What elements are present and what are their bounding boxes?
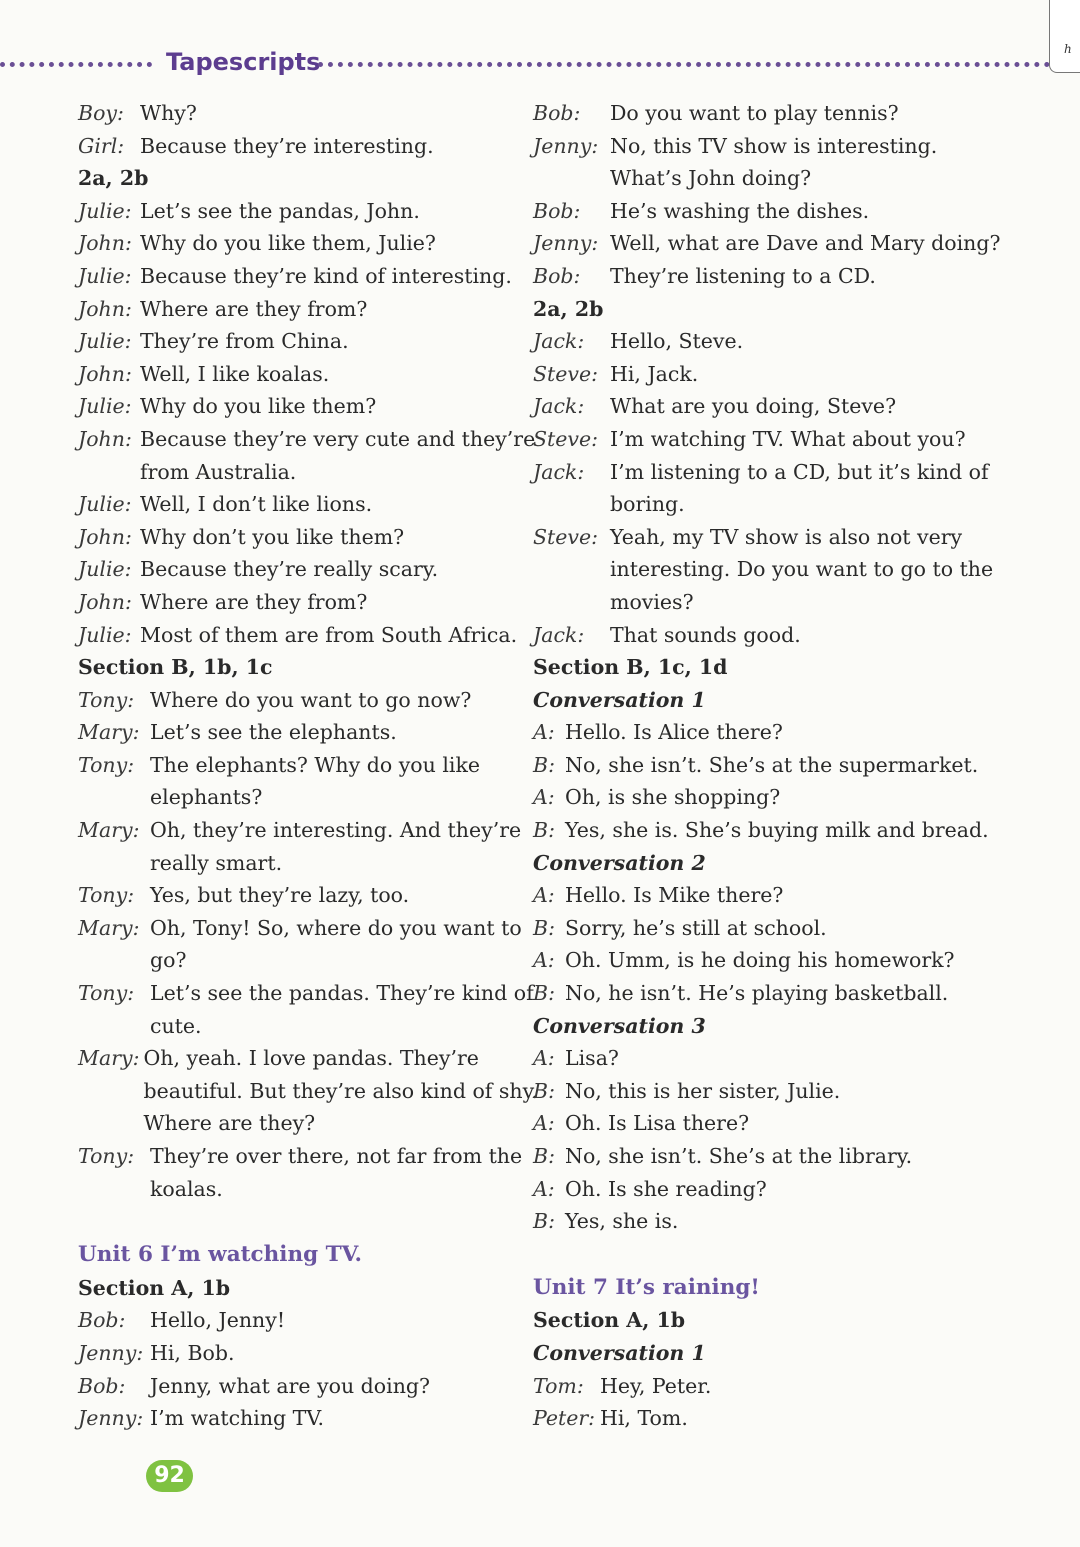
dialogue-text-line: They’re listening to a CD. — [610, 263, 876, 288]
speaker-label: Jenny: — [78, 1340, 144, 1365]
dialogue-text — [150, 977, 538, 1042]
dialogue-text — [140, 358, 538, 391]
dialogue-text-line: Where are they from? — [140, 589, 368, 614]
dialogue-text — [565, 912, 1053, 945]
dialogue-text-line: really smart. — [150, 850, 283, 875]
dialogue-text-line: That sounds good. — [610, 622, 801, 647]
dialogue-text — [610, 325, 1053, 358]
dialogue-text-line: Yes, she is. — [565, 1209, 679, 1234]
dialogue-line — [78, 1042, 538, 1140]
speaker-label: Jack: — [533, 622, 585, 647]
dialogue-text — [610, 521, 1053, 619]
page-number-badge: 92 — [146, 1460, 193, 1492]
dialogue-text-line: movies? — [610, 589, 694, 614]
dialogue-line — [78, 586, 538, 619]
speaker-label: Julie: — [78, 198, 132, 223]
speaker-label: John: — [78, 524, 132, 549]
dialogue-text-line: Oh. Is she reading? — [565, 1176, 767, 1201]
dialogue-line — [78, 1140, 538, 1205]
dialogue-line — [533, 521, 1053, 619]
dialogue-text — [610, 423, 1053, 456]
dialogue-line — [78, 390, 538, 423]
dialogue-line — [78, 1304, 538, 1337]
dialogue-text — [150, 1402, 538, 1435]
dialogue-text-line: Hi, Jack. — [610, 361, 699, 386]
dialogue-text-line: What are you doing, Steve? — [610, 394, 897, 419]
dialogue-line — [78, 814, 538, 879]
dialogue-text — [140, 97, 538, 130]
conversation-heading: Conversation 1 — [533, 1340, 706, 1365]
dialogue-block — [78, 684, 538, 1206]
speaker-label: B: — [533, 1209, 555, 1234]
dialogue-text-line: elephants? — [150, 785, 263, 810]
dialogue-text-line: interesting. Do you want to go to the — [610, 557, 994, 582]
dialogue-text — [140, 260, 538, 293]
dialogue-text — [610, 130, 1053, 195]
dialogue-text-line: Because they’re interesting. — [140, 133, 434, 158]
dialogue-text — [140, 488, 538, 521]
dialogue-line — [533, 1402, 1053, 1435]
dialogue-line — [78, 521, 538, 554]
dialogue-text — [140, 390, 538, 423]
dialogue-line — [533, 1370, 1053, 1403]
dialogue-text — [150, 1140, 538, 1205]
dialogue-text — [140, 553, 538, 586]
dialogue-text — [610, 390, 1053, 423]
dialogue-text — [150, 749, 538, 814]
dialogue-text-line: No, she isn’t. She’s at the library. — [565, 1144, 913, 1168]
dialogue-text-line: boring. — [610, 492, 685, 517]
dialogue-line — [533, 879, 1053, 912]
dialogue-block — [533, 97, 1053, 293]
speaker-label: Jenny: — [533, 133, 599, 158]
dialogue-text — [150, 912, 538, 977]
speaker-label: B: — [533, 818, 555, 843]
dialogue-text-line: Let’s see the elephants. — [150, 720, 397, 745]
dialogue-text-line: Oh, is she shopping? — [565, 785, 781, 810]
dialogue-block — [533, 716, 1053, 846]
dialogue-text-line: What’s John doing? — [610, 166, 812, 191]
dialogue-text-line: Why? — [140, 101, 197, 125]
dialogue-text — [140, 130, 538, 163]
dialogue-text-line: Oh, they’re interesting. And they’re — [150, 818, 522, 843]
dialogue-line — [533, 977, 1053, 1010]
speaker-label: John: — [78, 589, 132, 614]
right-column — [533, 97, 1053, 1435]
dialogue-text-line: Lisa? — [565, 1046, 619, 1071]
dialogue-text-line: Most of them are from South Africa. — [140, 622, 518, 647]
dialogue-text — [140, 227, 538, 260]
speaker-label: A: — [533, 1111, 555, 1136]
speaker-label: Julie: — [78, 492, 132, 517]
conversation-heading: Conversation 2 — [533, 850, 706, 875]
left-column — [78, 97, 538, 1435]
dialogue-text-line: I’m watching TV. — [150, 1406, 325, 1431]
dialogue-text — [565, 1140, 1053, 1173]
dialogue-block — [78, 1304, 538, 1434]
speaker-label: A: — [533, 948, 555, 973]
section-heading: Section B, 1c, 1d — [533, 655, 728, 680]
dialogue-line — [533, 130, 1053, 195]
dialogue-text — [600, 1402, 1053, 1435]
dialogue-text — [565, 1205, 1053, 1238]
speaker-label: Julie: — [78, 329, 132, 354]
speaker-label: Julie: — [78, 622, 132, 647]
speaker-label: Tony: — [78, 981, 135, 1006]
section-heading: 2a, 2b — [78, 166, 149, 191]
dialogue-line — [78, 325, 538, 358]
header-dots-left — [0, 62, 152, 67]
dialogue-text-line: Jenny, what are you doing? — [150, 1373, 431, 1398]
dialogue-text-line: Where are they? — [143, 1111, 316, 1136]
conversation-heading: Conversation 1 — [533, 687, 706, 712]
speaker-label: Julie: — [78, 263, 132, 288]
speaker-label: Julie: — [78, 394, 132, 419]
dialogue-line — [533, 456, 1053, 521]
dialogue-text-line: go? — [150, 948, 187, 973]
dialogue-text — [565, 1173, 1053, 1206]
speaker-label: Steve: — [533, 426, 599, 451]
dialogue-text-line: Hi, Bob. — [150, 1340, 235, 1365]
speaker-label: Tony: — [78, 1144, 135, 1168]
dialogue-text-line: Well, I like koalas. — [140, 361, 330, 386]
dialogue-text-line: Hello. Is Mike there? — [565, 883, 784, 908]
speaker-label: Jack: — [533, 394, 585, 419]
speaker-label: A: — [533, 1176, 555, 1201]
dialogue-text-line: Yeah, my TV show is also not very — [610, 524, 963, 549]
dialogue-line — [533, 814, 1053, 847]
speaker-label: Jenny: — [78, 1406, 144, 1431]
dialogue-line — [78, 879, 538, 912]
speaker-label: B: — [533, 981, 555, 1006]
dialogue-line — [533, 1042, 1053, 1075]
dialogue-line — [78, 130, 538, 163]
dialogue-text-line: Hey, Peter. — [600, 1373, 712, 1398]
dialogue-text-line: Yes, but they’re lazy, too. — [150, 883, 410, 908]
speaker-label: Jenny: — [533, 231, 599, 256]
dialogue-text — [143, 1042, 538, 1140]
dialogue-text-line: I’m listening to a CD, but it’s kind of — [610, 459, 989, 484]
speaker-label: Mary: — [78, 818, 140, 843]
dialogue-text — [565, 977, 1053, 1010]
dialogue-text — [610, 227, 1053, 260]
dialogue-text-line: Well, I don’t like lions. — [140, 492, 373, 517]
speaker-label: Bob: — [533, 198, 581, 223]
dialogue-text-line: Why do you like them? — [140, 394, 377, 419]
speaker-label: A: — [533, 1046, 555, 1071]
dialogue-text — [610, 260, 1053, 293]
dialogue-line — [533, 1140, 1053, 1173]
page-title: Tapescripts — [166, 48, 321, 76]
dialogue-text — [150, 814, 538, 879]
dialogue-text — [565, 879, 1053, 912]
speaker-label: Bob: — [533, 263, 581, 288]
speaker-label: John: — [78, 426, 132, 451]
speaker-label: Steve: — [533, 524, 599, 549]
dialogue-line — [533, 619, 1053, 652]
dialogue-line — [78, 619, 538, 652]
dialogue-text-line: from Australia. — [140, 459, 297, 484]
section-heading: 2a, 2b — [533, 296, 604, 321]
page-edge-tab — [1049, 0, 1080, 73]
dialogue-text-line: No, this TV show is interesting. — [610, 133, 938, 158]
dialogue-text — [140, 195, 538, 228]
section-heading: Section B, 1b, 1c — [78, 655, 273, 680]
dialogue-text — [610, 358, 1053, 391]
dialogue-text-line: koalas. — [150, 1176, 223, 1201]
unit-title: Unit 7 It’s raining! — [533, 1274, 760, 1300]
dialogue-text — [565, 749, 1053, 782]
dialogue-text — [150, 716, 538, 749]
section-heading: Section A, 1b — [78, 1275, 231, 1300]
dialogue-line — [533, 749, 1053, 782]
dialogue-line — [78, 977, 538, 1042]
speaker-label: John: — [78, 296, 132, 321]
speaker-label: Jack: — [533, 329, 585, 354]
dialogue-text-line: Well, what are Dave and Mary doing? — [610, 231, 1001, 256]
dialogue-text-line: Oh, Tony! So, where do you want to — [150, 915, 522, 940]
dialogue-text — [150, 1370, 538, 1403]
dialogue-line — [533, 1075, 1053, 1108]
header-dots-right — [318, 62, 1060, 67]
dialogue-line — [78, 716, 538, 749]
dialogue-block — [533, 1370, 1053, 1435]
dialogue-text-line: No, he isn’t. He’s playing basketball. — [565, 981, 949, 1006]
dialogue-text-line: Sorry, he’s still at school. — [565, 915, 827, 940]
dialogue-text — [610, 619, 1053, 652]
dialogue-line — [533, 1173, 1053, 1206]
dialogue-text-line: Why don’t you like them? — [140, 524, 405, 549]
speaker-label: Tony: — [78, 752, 135, 777]
speaker-label: Boy: — [78, 101, 124, 125]
dialogue-block — [533, 325, 1053, 651]
dialogue-text — [140, 293, 538, 326]
dialogue-text-line: Where are they from? — [140, 296, 368, 321]
dialogue-line — [533, 1205, 1053, 1238]
dialogue-text — [140, 325, 538, 358]
speaker-label: B: — [533, 1144, 555, 1168]
speaker-label: John: — [78, 231, 132, 256]
speaker-label: B: — [533, 1078, 555, 1103]
dialogue-line — [533, 358, 1053, 391]
dialogue-text-line: Hi, Tom. — [600, 1406, 688, 1431]
dialogue-line — [533, 97, 1053, 130]
dialogue-text — [150, 879, 538, 912]
dialogue-text — [150, 1304, 538, 1337]
dialogue-text-line: Do you want to play tennis? — [610, 101, 899, 125]
dialogue-text-line: Let’s see the pandas, John. — [140, 198, 420, 223]
dialogue-text — [600, 1370, 1053, 1403]
dialogue-text-line: Because they’re very cute and they’re — [140, 426, 536, 451]
dialogue-line — [533, 390, 1053, 423]
speaker-label: A: — [533, 883, 555, 908]
dialogue-line — [78, 488, 538, 521]
dialogue-block — [533, 1042, 1053, 1238]
dialogue-text-line: Where do you want to go now? — [150, 687, 472, 712]
dialogue-text — [150, 684, 538, 717]
speaker-label: Jack: — [533, 459, 585, 484]
speaker-label: Julie: — [78, 557, 132, 582]
dialogue-line — [78, 684, 538, 717]
dialogue-line — [78, 553, 538, 586]
speaker-label: Mary: — [78, 1046, 140, 1071]
dialogue-line — [78, 260, 538, 293]
dialogue-block — [78, 97, 538, 162]
dialogue-line — [533, 423, 1053, 456]
speaker-label: Steve: — [533, 361, 599, 386]
dialogue-block — [533, 879, 1053, 1009]
dialogue-line — [78, 97, 538, 130]
dialogue-line — [78, 912, 538, 977]
speaker-label: Peter: — [533, 1406, 596, 1431]
dialogue-line — [533, 195, 1053, 228]
speaker-label: Tom: — [533, 1373, 584, 1398]
dialogue-line — [533, 1107, 1053, 1140]
dialogue-block — [78, 195, 538, 651]
dialogue-text — [140, 619, 538, 652]
dialogue-text-line: Oh. Umm, is he doing his homework? — [565, 948, 955, 973]
dialogue-line — [78, 1402, 538, 1435]
dialogue-line — [78, 749, 538, 814]
dialogue-text — [140, 423, 538, 488]
speaker-label: Bob: — [533, 101, 581, 125]
dialogue-text — [610, 456, 1053, 521]
speaker-label: A: — [533, 785, 555, 810]
speaker-label: John: — [78, 361, 132, 386]
speaker-label: Tony: — [78, 687, 135, 712]
dialogue-text-line: Let’s see the pandas. They’re kind of — [150, 981, 534, 1006]
dialogue-text — [565, 814, 1053, 847]
dialogue-text-line: beautiful. But they’re also kind of shy. — [143, 1078, 538, 1103]
dialogue-text-line: Because they’re kind of interesting. — [140, 263, 512, 288]
dialogue-line — [533, 944, 1053, 977]
dialogue-text-line: They’re over there, not far from the — [150, 1144, 523, 1168]
dialogue-line — [533, 912, 1053, 945]
dialogue-line — [78, 1370, 538, 1403]
dialogue-text-line: They’re from China. — [140, 329, 349, 354]
dialogue-text-line: Hello. Is Alice there? — [565, 720, 783, 745]
dialogue-text-line: No, this is her sister, Julie. — [565, 1078, 841, 1103]
dialogue-text-line: Yes, she is. She’s buying milk and bread. — [565, 818, 989, 843]
dialogue-text-line: Oh. Is Lisa there? — [565, 1111, 750, 1136]
dialogue-text — [140, 586, 538, 619]
dialogue-text-line: He’s washing the dishes. — [610, 198, 870, 223]
dialogue-text-line: Because they’re really scary. — [140, 557, 439, 582]
dialogue-line — [78, 195, 538, 228]
dialogue-text — [565, 1107, 1053, 1140]
dialogue-text-line: Why do you like them, Julie? — [140, 231, 436, 256]
dialogue-text — [610, 195, 1053, 228]
speaker-label: Mary: — [78, 720, 140, 745]
dialogue-line — [78, 293, 538, 326]
dialogue-text — [565, 716, 1053, 749]
dialogue-text-line: cute. — [150, 1013, 202, 1038]
speaker-label: Tony: — [78, 883, 135, 908]
unit-title: Unit 6 I’m watching TV. — [78, 1242, 363, 1268]
dialogue-text-line: Hello, Jenny! — [150, 1308, 286, 1333]
dialogue-line — [533, 325, 1053, 358]
dialogue-line — [78, 423, 538, 488]
dialogue-text — [565, 1042, 1053, 1075]
dialogue-line — [78, 358, 538, 391]
dialogue-text — [565, 1075, 1053, 1108]
dialogue-line — [533, 781, 1053, 814]
speaker-label: Bob: — [78, 1308, 126, 1333]
dialogue-text-line: I’m watching TV. What about you? — [610, 426, 966, 451]
dialogue-line — [78, 1337, 538, 1370]
speaker-label: Girl: — [78, 133, 125, 158]
dialogue-text-line: Oh, yeah. I love pandas. They’re — [143, 1046, 479, 1071]
conversation-heading: Conversation 3 — [533, 1013, 706, 1038]
dialogue-line — [533, 227, 1053, 260]
dialogue-line — [533, 260, 1053, 293]
dialogue-text — [565, 781, 1053, 814]
dialogue-text — [565, 944, 1053, 977]
speaker-label: B: — [533, 915, 555, 940]
speaker-label: B: — [533, 752, 555, 777]
speaker-label: Bob: — [78, 1373, 126, 1398]
dialogue-text-line: The elephants? Why do you like — [150, 752, 481, 777]
dialogue-text — [150, 1337, 538, 1370]
dialogue-line — [78, 227, 538, 260]
page-header — [0, 46, 1080, 82]
dialogue-text-line: No, she isn’t. She’s at the supermarket. — [565, 752, 979, 777]
section-heading: Section A, 1b — [533, 1308, 686, 1333]
dialogue-text — [610, 97, 1053, 130]
dialogue-text — [140, 521, 538, 554]
speaker-label: A: — [533, 720, 555, 745]
tab-letter: h — [1064, 42, 1072, 56]
dialogue-text-line: Hello, Steve. — [610, 329, 744, 354]
dialogue-line — [533, 716, 1053, 749]
speaker-label: Mary: — [78, 915, 140, 940]
